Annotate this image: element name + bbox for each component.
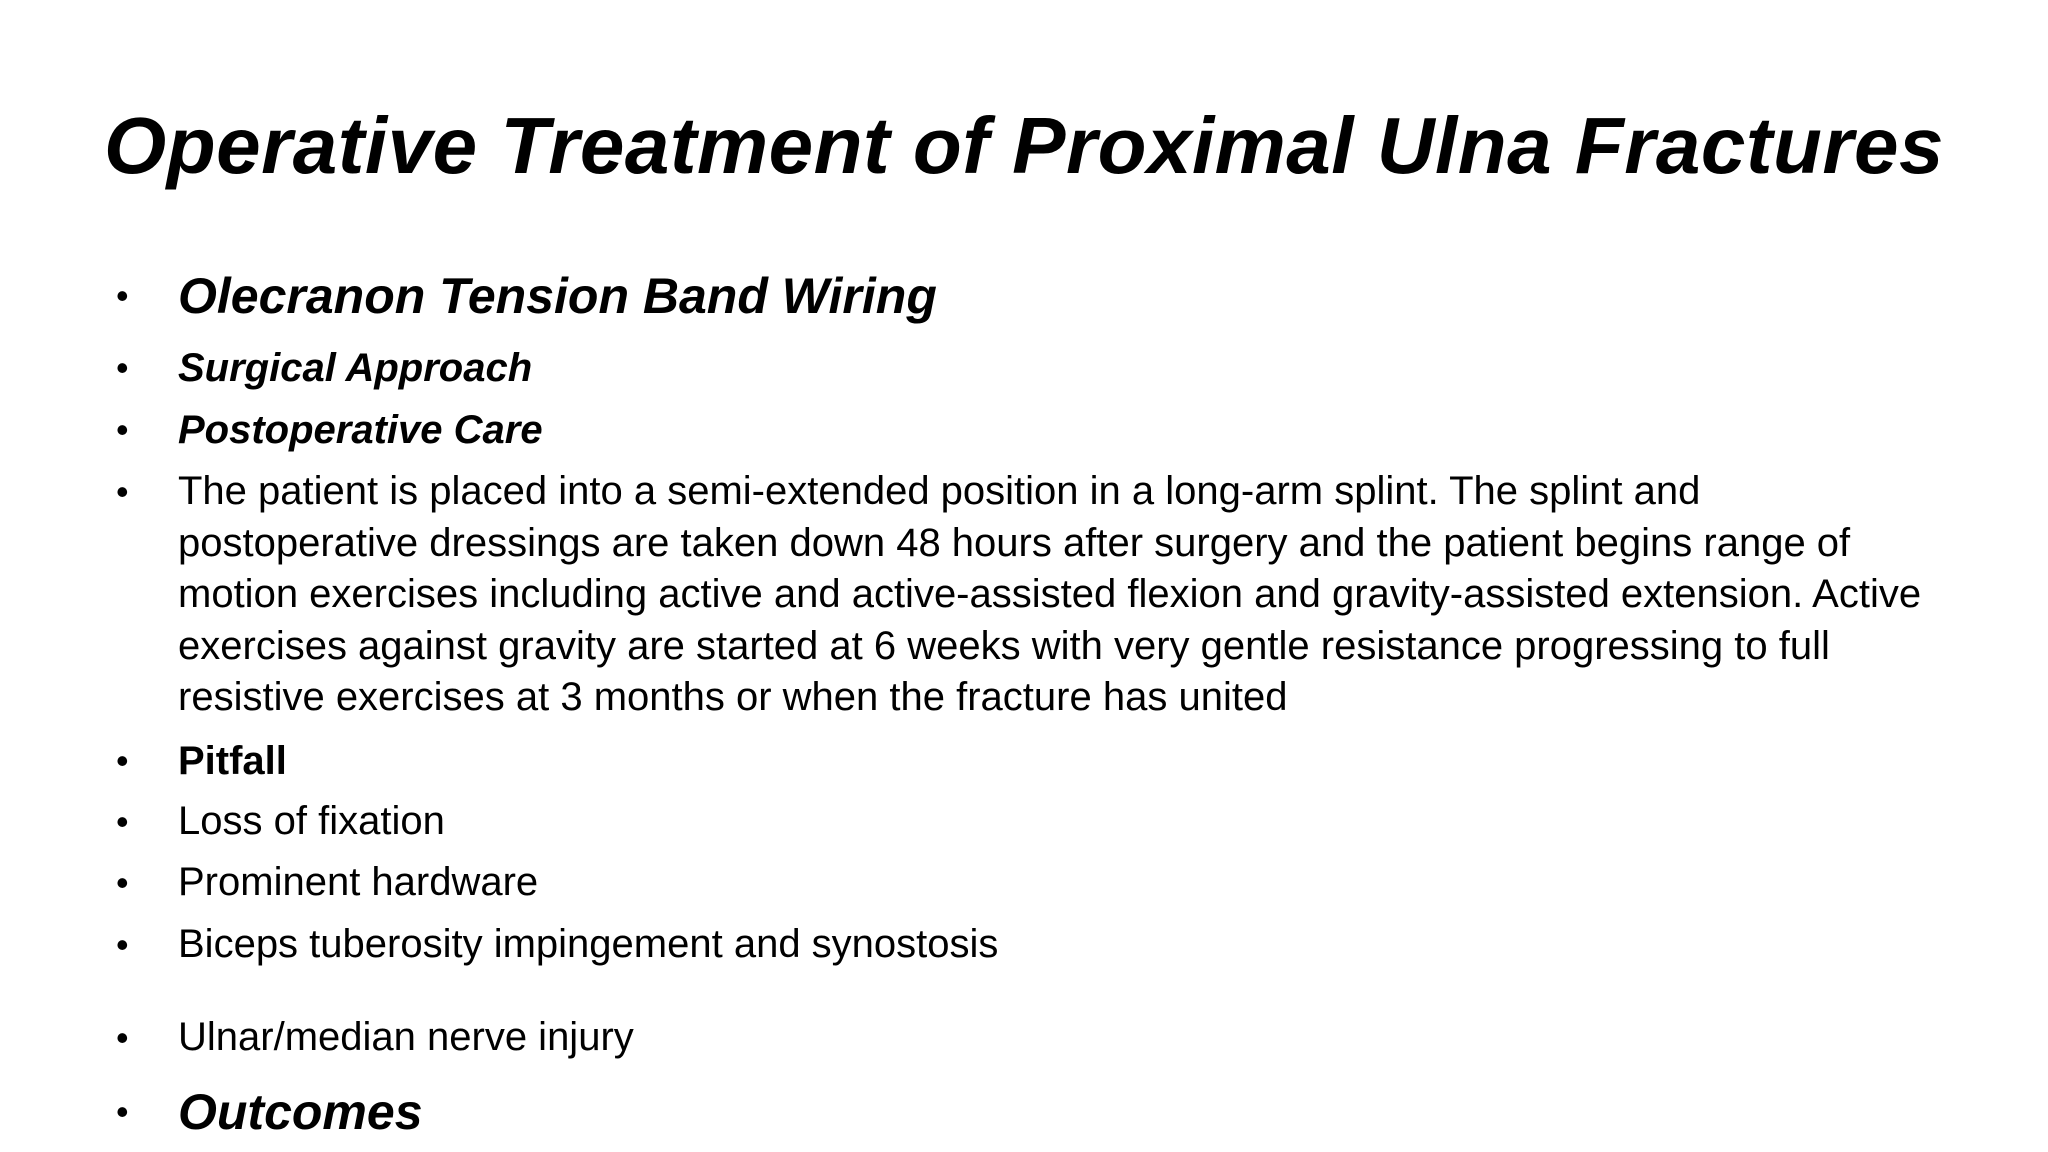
bullet-marker: •: [116, 1091, 129, 1132]
bullet-marker: •: [116, 801, 129, 842]
heading-surgical-approach: Surgical Approach: [178, 346, 533, 390]
postoperative-care-description: The patient is placed into a semi-extended position in a long-arm splint. The splint and postoperative dressings are taken down 48 hours after surgery and the patient begins range of motion exercises including active and active-assisted flexion and gravity-assisted extension. Active exercises against gravity are started at 6 weeks with very gentle resistance progressing to full resistive exercises at 3 months or when the fracture has united: [178, 469, 1922, 719]
bullet-marker: •: [116, 862, 129, 903]
heading-olecranon-tension-band-wiring: Olecranon Tension Band Wiring: [178, 268, 937, 324]
heading-postoperative-care: Postoperative Care: [178, 408, 543, 452]
bullet-marker: •: [116, 924, 129, 965]
pitfall-loss-of-fixation: Loss of fixation: [178, 799, 445, 843]
slide-title: Operative Treatment of Proximal Ulna Fractures: [104, 101, 1944, 190]
pitfall-biceps-tuberosity: Biceps tuberosity impingement and synostosis: [178, 922, 999, 966]
bullet-marker: •: [116, 471, 129, 512]
bullet-marker: •: [116, 409, 129, 450]
pitfall-prominent-hardware: Prominent hardware: [178, 860, 539, 904]
heading-pitfall: Pitfall: [178, 739, 287, 783]
bullet-marker: •: [116, 1017, 129, 1058]
bullet-marker: •: [116, 740, 129, 781]
heading-outcomes: Outcomes: [178, 1084, 423, 1140]
pitfall-nerve-injury: Ulnar/median nerve injury: [178, 1015, 634, 1059]
bullet-marker: •: [116, 347, 129, 388]
bullet-marker: •: [116, 275, 129, 316]
